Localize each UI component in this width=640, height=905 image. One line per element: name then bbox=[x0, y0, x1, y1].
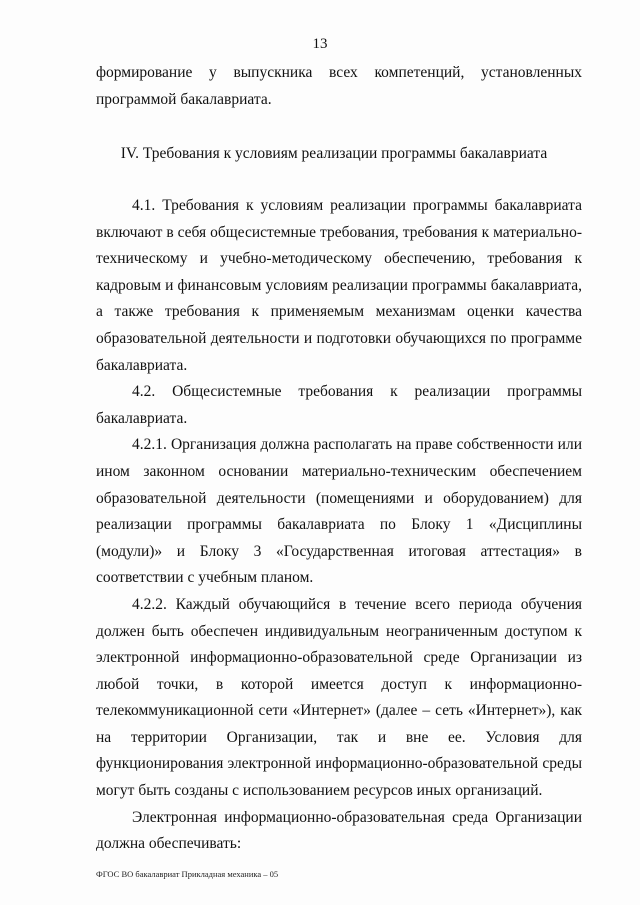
paragraph-4-2-2: 4.2.2. Каждый обучающийся в течение всего периода обучения должен быть обеспечен индивидуальным неограниченным доступом к электронной информационно-образовательной среде Организации из любой точки, в которой имеется доступ к информационно-телекоммуникационной сети «Интернет» (далее – сеть «Интернет»), как на территории Организации, так и вне ее. Условия для функционирования электронной информационно-образовательной среды могут быть созданы с использованием ресурсов иных организаций. bbox=[96, 595, 582, 800]
intro-paragraph: формирование у выпускника всех компетенций, установленных программой бакалавриата. bbox=[96, 64, 582, 108]
body-block bbox=[96, 193, 582, 858]
paragraph-eios: Электронная информационно-образовательная среда Организации должна обеспечивать: bbox=[96, 808, 582, 853]
document-footer: ФГОС ВО бакалавриат Прикладная механика – 05 bbox=[96, 869, 279, 879]
paragraph-4-1: 4.1. Требования к условиям реализации программы бакалавриата включают в себя общесистемные требования, требования к материально-техническому и учебно-методическому обеспечению, требования к кадровым и финансовым условиям реализации программы бакалавриата, а также требования к применяемым механизмам оценки качества образовательной деятельности и подготовки обучающихся по программе бакалавриата. bbox=[96, 197, 582, 374]
page-number: 13 bbox=[312, 36, 328, 52]
paragraph-4-2-1: 4.2.1. Организация должна располагать на праве собственности или ином законном основании материально-техническим обеспечением образовательной деятельности (помещениями и оборудованием) для реализации программы бакалавриата по Блоку 1 «Дисциплины (модули)» и Блоку 3 «Государственная итоговая аттестация» в соответствии с учебным планом. bbox=[96, 436, 582, 587]
section-heading: IV. Требования к условиям реализации программы бакалавриата bbox=[120, 145, 548, 162]
paragraph-4-2: 4.2. Общесистемные требования к реализации программы бакалавриата. bbox=[96, 383, 582, 427]
intro-block bbox=[96, 60, 582, 113]
